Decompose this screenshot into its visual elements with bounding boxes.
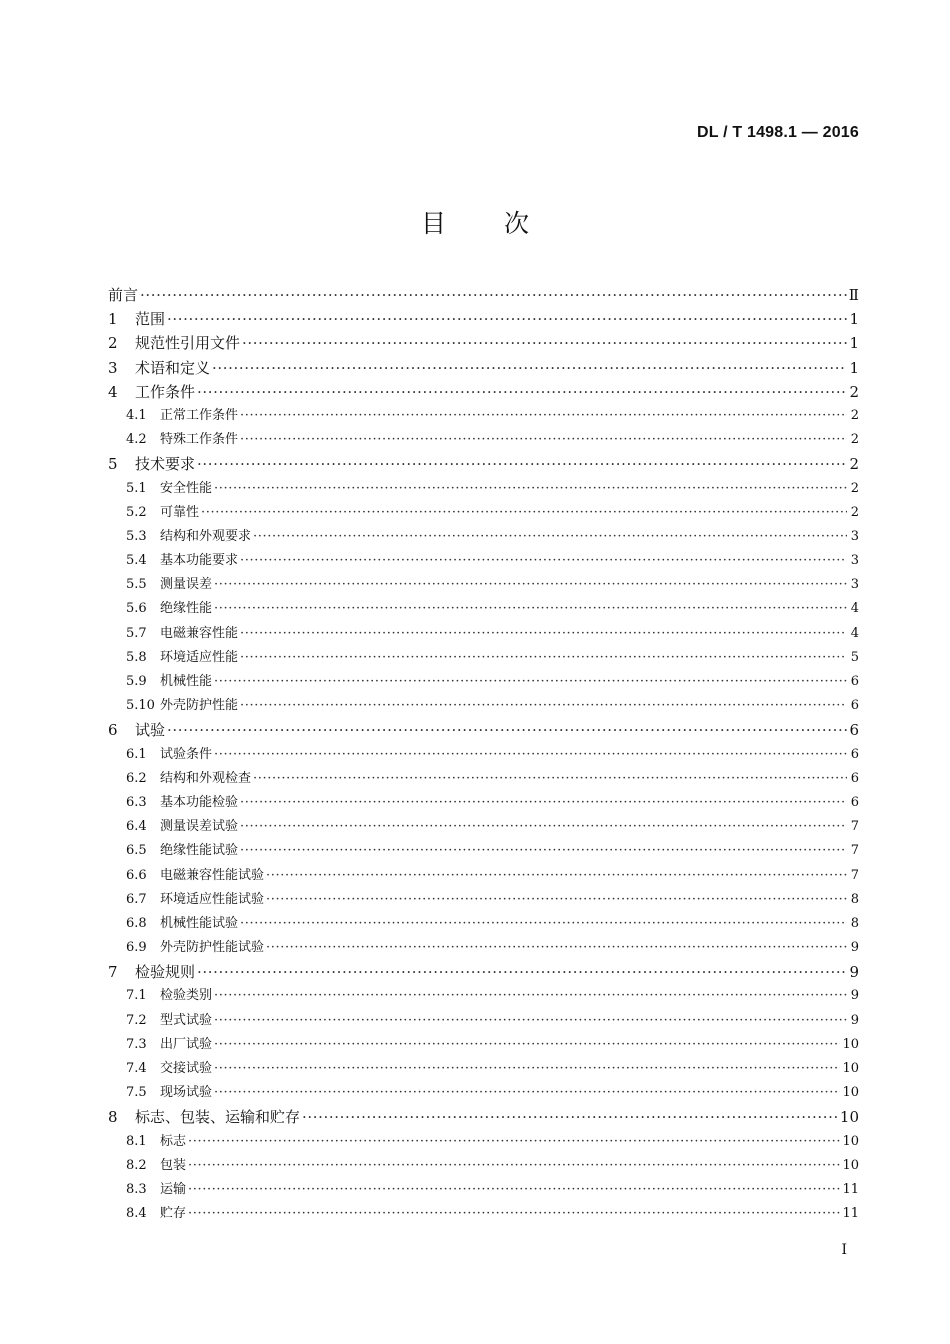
toc-entry-label: 范围 (135, 310, 166, 329)
toc-entry-page: 1 (849, 358, 859, 377)
toc-entry-number: 2 (108, 334, 118, 353)
toc-leader-dots (240, 622, 847, 646)
title-char-left: 目 (420, 209, 446, 238)
toc-leader-dots (266, 864, 847, 888)
toc-entry-number: 7.1 (126, 988, 147, 1004)
toc-entry-page: 4 (850, 601, 859, 617)
toc-entry-page: 5 (850, 649, 859, 665)
toc-entry[interactable] (108, 791, 859, 815)
toc-entry[interactable] (108, 1178, 859, 1202)
toc-entry[interactable] (108, 646, 859, 670)
toc-entry[interactable] (108, 477, 859, 501)
toc-entry-page: 7 (850, 843, 859, 859)
toc-entry-number: 7.5 (126, 1085, 147, 1101)
toc-leader-dots (266, 888, 847, 912)
toc-entry-number: 3 (108, 358, 118, 377)
toc-leader-dots (214, 743, 847, 767)
toc-entry-number: 6.5 (126, 843, 147, 859)
toc-leader-dots (266, 936, 847, 960)
toc-leader-dots (302, 1105, 838, 1129)
toc-leader-dots (214, 1009, 847, 1033)
toc-leader-dots (167, 718, 847, 742)
toc-entry[interactable] (108, 283, 859, 307)
toc-leader-dots (240, 646, 847, 670)
toc-leader-dots (140, 283, 847, 307)
toc-entry-number: 6.7 (126, 891, 147, 907)
toc-entry-number: 5.2 (126, 504, 147, 520)
toc-entry-label: 贮存 (160, 1206, 187, 1222)
toc-entry-number: 4.2 (126, 432, 147, 448)
toc-entry-page: 7 (850, 867, 859, 883)
toc-entry-number: 8 (108, 1108, 118, 1127)
toc-leader-dots (212, 356, 847, 380)
toc-entry[interactable] (108, 888, 859, 912)
toc-entry-number: 5 (108, 455, 118, 474)
toc-entry-label: 工作条件 (135, 382, 196, 401)
toc-entry[interactable] (108, 1130, 859, 1154)
toc-entry-label: 绝缘性能 (160, 601, 213, 617)
toc-entry-number: 6.8 (126, 915, 147, 931)
toc-leader-dots (214, 984, 847, 1008)
toc-entry[interactable] (108, 718, 859, 742)
toc-entry-label: 外壳防护性能试验 (160, 940, 265, 956)
toc-entry-page: 9 (850, 940, 859, 956)
toc-leader-dots (240, 428, 847, 452)
toc-entry-number: 7.4 (126, 1061, 147, 1076)
toc-entry-page: 10 (842, 1133, 859, 1149)
toc-leader-dots (214, 573, 847, 597)
toc-entry-label: 标志、包装、运输和贮存 (135, 1108, 301, 1127)
toc-entry-number: 5.9 (126, 674, 147, 689)
toc-entry[interactable] (108, 356, 859, 380)
toc-entry-label: 结构和外观要求 (160, 528, 252, 544)
toc-entry-label: 绝缘性能试验 (160, 843, 239, 859)
toc-entry-label: 现场试验 (160, 1085, 213, 1101)
toc-entry-page: 1 (849, 310, 859, 329)
toc-entry-page: 6 (850, 770, 859, 786)
toc-entry-number: 8.4 (126, 1206, 147, 1222)
toc-entry[interactable] (108, 549, 859, 573)
toc-entry-label: 基本功能要求 (160, 553, 239, 569)
toc-entry[interactable] (108, 501, 859, 525)
toc-entry-number: 7.2 (126, 1012, 147, 1028)
toc-entry-number: 6.3 (126, 794, 147, 810)
toc-entry-page: 4 (850, 625, 859, 641)
toc-entry-page: 2 (850, 504, 859, 520)
toc-entry-page: 3 (850, 577, 859, 593)
toc-entry-number: 6.6 (126, 867, 147, 883)
toc-entry-number: 4.1 (126, 407, 147, 423)
toc-entry[interactable] (108, 452, 859, 476)
toc-entry-label: 结构和外观检查 (160, 770, 252, 786)
toc-leader-dots (214, 1033, 840, 1057)
toc-entry-number: 7 (108, 963, 118, 982)
toc-entry[interactable] (108, 622, 859, 646)
toc-entry-label: 检验规则 (135, 963, 196, 982)
toc-entry-page: 8 (850, 915, 859, 931)
toc-entry-label: 电磁兼容性能 (160, 625, 239, 641)
toc-entry[interactable] (108, 573, 859, 597)
toc-leader-dots (214, 597, 847, 621)
toc-entry-page: 2 (849, 382, 859, 401)
toc-leader-dots (201, 501, 847, 525)
toc-entry-number: 6.9 (126, 940, 147, 956)
toc-entry-number: 8.2 (126, 1157, 147, 1173)
toc-entry-number: 8.1 (126, 1133, 147, 1149)
toc-entry-page: 6 (850, 794, 859, 810)
toc-leader-dots (242, 331, 847, 355)
toc-entry[interactable] (108, 670, 859, 694)
toc-leader-dots (214, 1081, 840, 1105)
toc-entry[interactable] (108, 1105, 859, 1129)
toc-entry-number: 5.10 (126, 698, 155, 714)
toc-entry-number: 7.3 (126, 1036, 147, 1052)
toc-leader-dots (240, 912, 847, 936)
toc-entry-page: 6 (850, 746, 859, 762)
toc-entry-number: 6 (108, 721, 118, 740)
toc-entry-page: 10 (839, 1108, 859, 1127)
toc-entry-label: 环境适应性能 (160, 649, 239, 665)
toc-entry-label: 包装 (160, 1157, 187, 1173)
toc-leader-dots (240, 549, 847, 573)
standard-code: DL / T 1498.1 — 2016 (696, 124, 859, 141)
toc-entry-label: 外壳防护性能 (160, 698, 239, 714)
title-char-right: 次 (504, 209, 530, 238)
toc-entry-label: 安全性能 (160, 480, 213, 496)
toc-entry-label: 环境适应性能试验 (160, 891, 265, 907)
toc-entry-page: Ⅱ (848, 286, 859, 304)
toc-entry[interactable] (108, 984, 859, 1008)
toc-entry-label: 机械性能 (160, 674, 213, 689)
toc-entry[interactable] (108, 1081, 859, 1105)
toc-entry-label: 前言 (108, 286, 139, 304)
toc-entry-label: 运输 (160, 1181, 187, 1197)
toc-entry[interactable] (108, 1033, 859, 1057)
toc-entry[interactable] (108, 1202, 859, 1226)
toc-entry-number: 5.8 (126, 649, 147, 665)
toc-leader-dots (197, 452, 847, 476)
toc-leader-dots (253, 767, 847, 791)
toc-entry[interactable] (108, 597, 859, 621)
toc-entry-label: 正常工作条件 (160, 407, 239, 423)
toc-entry-page: 10 (842, 1036, 859, 1052)
toc-entry-page: 7 (850, 819, 859, 835)
toc-entry-label: 出厂试验 (160, 1036, 213, 1052)
toc-entry-label: 电磁兼容性能试验 (160, 867, 265, 883)
toc-entry-page: 2 (850, 480, 859, 496)
toc-entry-label: 测量误差试验 (160, 819, 239, 835)
toc-leader-dots (214, 477, 847, 501)
toc-leader-dots (214, 670, 847, 694)
toc-entry-label: 试验 (135, 721, 166, 740)
toc-entry-number: 5.5 (126, 577, 147, 593)
toc-entry[interactable] (108, 404, 859, 428)
toc-entry-page: 11 (842, 1181, 859, 1197)
toc-leader-dots (240, 839, 847, 863)
toc-entry-number: 4 (108, 382, 118, 401)
toc-entry-number: 6.4 (126, 819, 147, 835)
toc-entry-label: 标志 (160, 1133, 187, 1149)
toc-entry-label: 检验类别 (160, 988, 213, 1004)
toc-entry[interactable] (108, 839, 859, 863)
toc-entry-label: 测量误差 (160, 577, 213, 593)
toc-entry[interactable] (108, 1057, 859, 1081)
toc-entry-page: 6 (850, 698, 859, 714)
toc-entry-label: 可靠性 (160, 504, 200, 520)
toc-entry-number: 8.3 (126, 1181, 147, 1197)
toc-entry-label: 基本功能检验 (160, 794, 239, 810)
toc-entry-label: 特殊工作条件 (160, 432, 239, 448)
toc-entry[interactable] (108, 767, 859, 791)
toc-entry-page: 2 (850, 432, 859, 448)
toc-leader-dots (197, 380, 847, 404)
toc-entry-number: 5.7 (126, 625, 147, 641)
toc-entry[interactable] (108, 307, 859, 331)
toc-leader-dots (188, 1130, 840, 1154)
toc-entry[interactable] (108, 960, 859, 984)
toc-leader-dots (197, 960, 847, 984)
toc-leader-dots (240, 694, 847, 718)
toc-entry[interactable] (108, 864, 859, 888)
toc-entry[interactable] (108, 331, 859, 355)
toc-entry-page: 10 (842, 1061, 859, 1076)
toc-entry[interactable] (108, 1009, 859, 1033)
toc-entry-page: 10 (842, 1085, 859, 1101)
table-of-contents (108, 283, 859, 1226)
toc-entry-label: 术语和定义 (135, 358, 211, 377)
toc-entry-number: 5.4 (126, 553, 147, 569)
toc-entry[interactable] (108, 380, 859, 404)
toc-entry[interactable] (108, 743, 859, 767)
toc-entry-page: 8 (850, 891, 859, 907)
toc-entry-label: 交接试验 (160, 1061, 213, 1076)
toc-entry[interactable] (108, 525, 859, 549)
toc-entry-label: 机械性能试验 (160, 915, 239, 931)
toc-entry-page: 3 (850, 553, 859, 569)
toc-entry-number: 5.3 (126, 528, 147, 544)
toc-leader-dots (253, 525, 847, 549)
toc-entry-page: 6 (849, 721, 859, 740)
toc-leader-dots (188, 1154, 840, 1178)
toc-entry-page: 2 (850, 407, 859, 423)
toc-entry-label: 技术要求 (135, 455, 196, 474)
toc-entry-number: 1 (108, 310, 118, 329)
toc-entry-page: 9 (850, 988, 859, 1004)
toc-entry-page: 10 (842, 1157, 859, 1173)
toc-entry-number: 6.2 (126, 770, 147, 786)
toc-entry-page: 9 (850, 1012, 859, 1028)
toc-entry[interactable] (108, 936, 859, 960)
toc-entry-number: 6.1 (126, 746, 147, 762)
toc-leader-dots (240, 404, 847, 428)
toc-entry-page: 2 (849, 455, 859, 474)
toc-entry-page: 1 (849, 334, 859, 353)
toc-entry[interactable] (108, 694, 859, 718)
toc-leader-dots (188, 1178, 840, 1202)
toc-leader-dots (214, 1057, 840, 1081)
toc-entry-page: 11 (842, 1206, 859, 1222)
toc-entry[interactable] (108, 815, 859, 839)
toc-leader-dots (188, 1202, 840, 1226)
toc-entry-label: 型式试验 (160, 1012, 213, 1028)
toc-entry-page: 9 (849, 963, 859, 982)
toc-leader-dots (240, 815, 847, 839)
toc-entry[interactable] (108, 1154, 859, 1178)
toc-entry-page: 6 (850, 674, 859, 689)
page-title (0, 204, 950, 240)
toc-entry[interactable] (108, 428, 859, 452)
toc-entry-label: 规范性引用文件 (135, 334, 241, 353)
toc-entry-number: 5.6 (126, 601, 147, 617)
toc-entry[interactable] (108, 912, 859, 936)
toc-leader-dots (167, 307, 847, 331)
toc-leader-dots (240, 791, 847, 815)
toc-entry-label: 试验条件 (160, 746, 213, 762)
toc-entry-page: 3 (850, 528, 859, 544)
page-number: I (841, 1242, 847, 1258)
toc-entry-number: 5.1 (126, 480, 147, 496)
